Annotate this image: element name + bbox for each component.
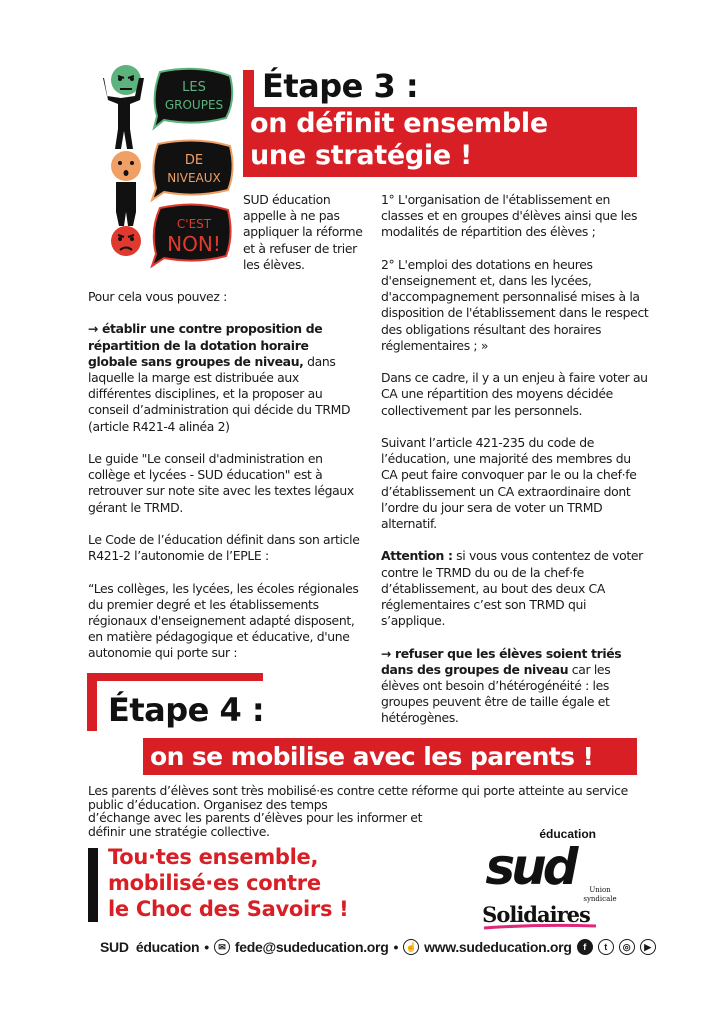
left-p3: Le guide "Le conseil d'administration en collège et lycées - SUD éducation" est à retrouver sur note site avec les textes légaux gérant le TRMD. xyxy=(88,451,354,515)
logo-education-text: éducation xyxy=(539,827,596,841)
illustration-svg xyxy=(88,58,238,268)
figure-2-body xyxy=(116,182,136,226)
parents-line1: Les parents d’élèves sont très mobilisé·es contre cette réforme qui porte atteinte au service public d’éducation. Organisez des temps xyxy=(88,783,628,812)
left-p4: Le Code de l’éducation définit dans son article R421-2 l’autonomie de l’EPLE : xyxy=(88,532,360,564)
closing-accent-bar xyxy=(88,848,98,922)
twitter-icon[interactable]: t xyxy=(598,939,614,955)
illustration-groupes-de-niveaux xyxy=(88,58,238,268)
closing-line1: Tou·tes ensemble, xyxy=(108,845,319,869)
right-p3: Dans ce cadre, il y a un enjeu à faire voter au CA une répartition des moyens décidée collectivement par les personnels. xyxy=(381,370,648,418)
etape3-title: Étape 3 : xyxy=(262,67,419,105)
right-p1: 1° L'organisation de l'établissement en classes et en groupes d'élèves ainsi que les modalités de répartition des élèves ; xyxy=(381,192,638,240)
logo-union-text: Union xyxy=(589,886,611,894)
left-p5: “Les collèges, les lycées, les écoles régionales du premier degré et les établissements régionaux d'enseignement adapté disposent, en matière pédagogique et éducative, d'une autonomie qui porte sur : xyxy=(88,580,359,661)
closing-line3: le Choc des Savoirs ! xyxy=(108,897,349,921)
orange-face-icon xyxy=(111,151,141,181)
right-p6-rest: car les élèves ont besoin d’hétérogénéité : les groupes peuvent être de taille égale et hétérogènes. xyxy=(381,661,611,726)
right-p5-rest: si vous vous contentez de voter contre le TRMD du ou de la chef·fe d’établissement, au bout des deux CA réglementaires c’est son TRMD qui s’applique. xyxy=(381,548,643,629)
etape3-subtitle-line2: une stratégie ! xyxy=(250,140,472,171)
right-p4: Suivant l’article 421-235 du code de l’éducation, une majorité des membres du CA peut faire convoquer par le ou la chef·fe d’établissement un CA extraordinaire dont l’ordre du jour sera de voter un TRMD alternatif. xyxy=(381,435,637,532)
mail-icon: ✉ xyxy=(214,939,230,955)
right-p6-bold: → refuser que les élèves soient triés dans des groupes de niveau xyxy=(381,645,622,677)
sud-education-logo xyxy=(470,826,620,931)
facebook-icon[interactable]: f xyxy=(577,939,593,955)
left-column xyxy=(88,289,360,662)
footer xyxy=(100,936,656,958)
bubble-1-line2: GROUPES xyxy=(164,98,224,112)
bubble-3-line1: C'EST xyxy=(176,217,212,231)
etape4-bracket-top xyxy=(87,673,263,681)
logo-solidaires-text: Solidaires xyxy=(482,902,590,927)
pointer-hand-icon: ☝ xyxy=(403,939,419,955)
footer-org: SUD éducation xyxy=(100,939,200,955)
right-p5-bold: Attention : xyxy=(381,548,453,564)
left-p2-rest: dans laquelle la marge est distribuée aux différentes disciplines, et la proposer au conseil d’administration qui décide du TRMD (article R421-4 alinéa 2) xyxy=(88,353,351,434)
logo-sud-text: sud xyxy=(485,838,575,896)
left-p2-bold: → établir une contre proposition de répartition de la dotation horaire globale sans groupes de niveau, xyxy=(88,321,323,369)
etape4-bracket-left xyxy=(87,673,97,731)
etape3-accent-strip xyxy=(243,70,254,110)
etape4-subtitle: on se mobilise avec les parents ! xyxy=(150,742,594,771)
left-p2 xyxy=(88,321,360,434)
footer-email-link[interactable]: fede@sudeducation.org xyxy=(234,939,389,955)
bubble-2-line2: NIVEAUX xyxy=(167,171,221,185)
footer-separator-2: • xyxy=(393,939,399,955)
etape3-subtitle-line1: on définit ensemble xyxy=(250,108,548,139)
youtube-icon[interactable]: ▶ xyxy=(640,939,656,955)
right-p6 xyxy=(381,646,649,727)
instagram-icon[interactable]: ◎ xyxy=(619,939,635,955)
etape3-subtitle xyxy=(250,108,548,172)
bubble-2-line1: DE xyxy=(184,153,204,168)
right-p5 xyxy=(381,548,649,629)
red-face-icon xyxy=(111,226,141,256)
right-p2: 2° L'emploi des dotations en heures d'enseignement et, dans les lycées, d'accompagnement personnalisé mises à la disposition de l'établissement dans le respect des obligations résultant des horaires réglementaires ; » xyxy=(381,256,649,353)
logo-syndicale-text: syndicale xyxy=(583,895,617,903)
logo-svg xyxy=(470,826,620,931)
footer-website-link[interactable]: www.sudeducation.org xyxy=(424,939,572,955)
footer-separator: • xyxy=(204,939,209,955)
etape4-title: Étape 4 : xyxy=(108,691,265,729)
parents-line2: d’échange avec les parents d’élèves pour les informer et définir une stratégie collective. xyxy=(88,810,423,839)
right-column xyxy=(381,192,649,727)
closing-line2: mobilisé·es contre xyxy=(108,871,321,895)
bubble-3-line2: NON! xyxy=(167,232,221,256)
bubble-1-line1: LES xyxy=(182,80,206,95)
closing-slogan xyxy=(108,844,348,922)
left-p1: Pour cela vous pouvez : xyxy=(88,289,227,304)
intro-text: SUD éducation appelle à ne pas appliquer la réforme et à refuser de trier les élèves. xyxy=(243,192,363,272)
logo-pink-underline xyxy=(484,925,596,928)
